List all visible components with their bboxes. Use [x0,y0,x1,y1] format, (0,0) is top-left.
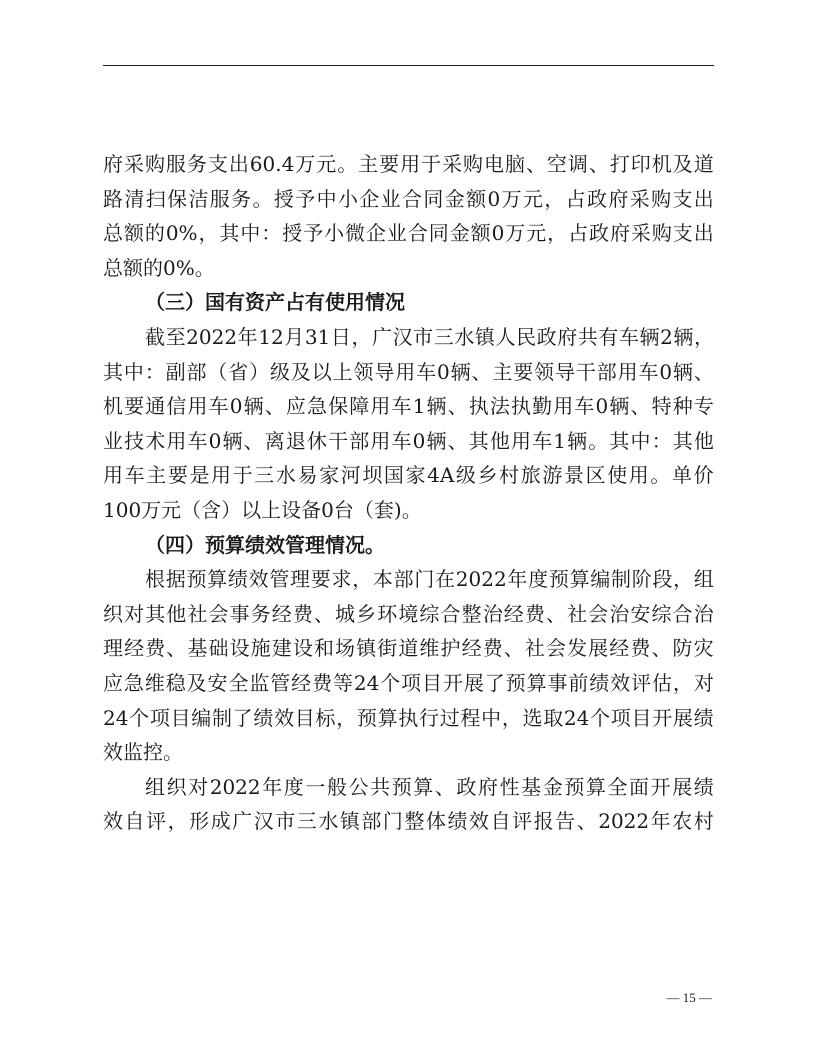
text-line: 织 对 其 他 社 会 事 务 经 费 、 城 乡 环 境 综 合 整 治 经 费 、 社 会 治 安 综 合 治 [103,601,714,626]
text-line: 组 织 对 2022 年 度 一 般 公 共 预 算 、 政 府 性 基 金 预 算 全 面 开 展 绩 [145,774,714,799]
header-rule [103,65,714,66]
text-line: 理 经 费 、 基 础 设 施 建 设 和 场 镇 街 道 维 护 经 费 、 社 会 发 展 经 费 、 防 灾 [103,636,714,661]
text-line: 截 至 2022 年 12 月 31 日 ， 广 汉 市 三 水 镇 人 民 政 府 共 有 车 辆 2 辆 ， [145,324,714,349]
text-line: 其 中 ： 副 部 （ 省 ） 级 及 以 上 领 导 用 车 0 辆 、 主 要 领 导 干 部 用 车 0 辆 、 [103,359,714,384]
text-line: 24 个 项 目 编 制 了 绩 效 目 标 ， 预 算 执 行 过 程 中 ， 选 取 24 个 项 目 开 展 绩 [103,705,714,730]
text-line: 总 额 的 0% ， 其 中 ： 授 予 小 微 企 业 合 同 金 额 0 万 元 ， 占 政 府 采 购 支 出 [103,221,714,246]
section-heading-assets: （三）国有资产占有使用情况 [145,290,405,315]
text-line: 机 要 通 信 用 车 0 辆 、 应 急 保 障 用 车 1 辆 、 执 法 执 勤 用 车 0 辆 、 特 种 专 [103,394,714,419]
document-body [103,147,714,839]
text-line: 效 自 评 ， 形 成 广 汉 市 三 水 镇 部 门 整 体 绩 效 自 评 报 告 、 2022 年 农 村 [103,809,714,834]
text-line: 业 技 术 用 车 0 辆 、 离 退 休 干 部 用 车 0 辆 、 其 他 用 车 1 辆 。 其 中 ： 其 他 [103,428,714,453]
text-line: 用 车 主 要 是 用 于 三 水 易 家 河 坝 国 家 4A 级 乡 村 旅 游 景 区 使 用 。 单 价 [103,463,714,488]
section-heading-performance: （四）预算绩效管理情况。 [145,532,385,557]
text-line: 总额的0%。 [103,255,215,280]
text-line: 府 采 购 服 务 支 出 60.4 万 元 。 主 要 用 于 采 购 电 脑 、 空 调 、 打 印 机 及 道 [103,152,714,176]
text-line: 应 急 维 稳 及 安 全 监 管 经 费 等 24 个 项 目 开 展 了 预 算 事 前 绩 效 评 估 ， 对 [103,670,714,695]
text-line: 100万元（含）以上设备0台（套)。 [103,497,422,522]
text-line: 效监控。 [103,740,183,765]
page-number: — 15 — [666,990,712,1005]
text-line: 根 据 预 算 绩 效 管 理 要 求 ， 本 部 门 在 2022 年 度 预 算 编 制 阶 段 ， 组 [145,567,714,592]
text-line: 路 清 扫 保 洁 服 务 。 授 予 中 小 企 业 合 同 金 额 0 万 元 ， 占 政 府 采 购 支 出 [103,186,714,211]
